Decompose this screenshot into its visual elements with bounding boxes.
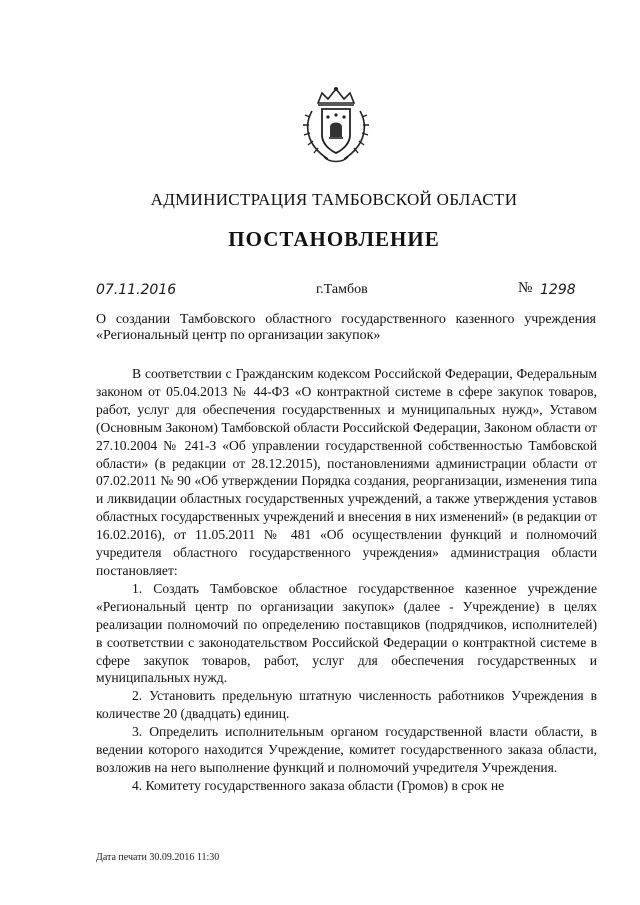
print-date-footer: Дата печати 30.09.2016 11:30 [96, 852, 220, 863]
tambov-coat-of-arms-icon [298, 85, 374, 165]
clause-paragraph-4: 4. Комитету государственного заказа области (Громов) в срок не [132, 777, 505, 793]
document-date: 07.11.2016 [96, 282, 177, 298]
document-meta-row [0, 280, 640, 304]
clause-paragraph-3: 3. Определить исполнительным органом государственной власти области, в ведении которого находится Учреждение, комитет государственного заказа области, возложив на него выполнение функций и полномочий учредителя Учреждения. [96, 724, 597, 775]
document-body [96, 365, 597, 795]
document-city: г.Тамбов [316, 282, 368, 297]
document-type-title: ПОСТАНОВЛЕНИЕ [228, 227, 440, 251]
clause-paragraph-2: 2. Установить предельную штатную численность работников Учреждения в количестве 20 (двадцать) единиц. [96, 688, 597, 722]
clause-paragraph-1: 1. Создать Тамбовское областное государственное казенное учреждение «Региональный центр по организации закупок» (далее - Учреждение) в целях реализации полномочий по определению поставщиков (подрядчиков, исполнителей) в соответствии с законодательством Российской Федерации о контрактной системе в сфере закупок товаров, работ, услуг для обеспечения государственных и муниципальных нужд. [96, 580, 597, 686]
document-number: 1298 [540, 282, 576, 298]
preamble-paragraph: В соответствии с Гражданским кодексом Российской Федерации, Федеральным законом от 05.04.2013 № 44-ФЗ «О контрактной системе в сфере закупок товаров, работ, услуг для обеспечения государственных и муниципальных нужд», Уставом (Основным Законом) Тамбовской области Российской Федерации, Законом области от 27.10.2004 № 241-З «Об управлении государственной собственностью Тамбовской области» (в редакции от 28.12.2015), постановлениями администрации области от 07.02.2011 № 90 «Об утверждении Порядка создания, реорганизации, изменения типа и ликвидации областных государственных учреждений, а также утверждения уставов областных государственных учреждений и внесения в них изменений» (в редакции от 16.02.2016), от 11.05.2011 № 481 «Об осуществлении функций и полномочий учредителя областного государственного учреждения» администрация области постановляет: [96, 366, 597, 578]
document-subject: О создании Тамбовского областного государственного казенного учреждения «Региональный центр по организации закупок» [96, 312, 596, 343]
document-number-label: № [518, 280, 533, 296]
organization-title: АДМИНИСТРАЦИЯ ТАМБОВСКОЙ ОБЛАСТИ [150, 190, 518, 209]
